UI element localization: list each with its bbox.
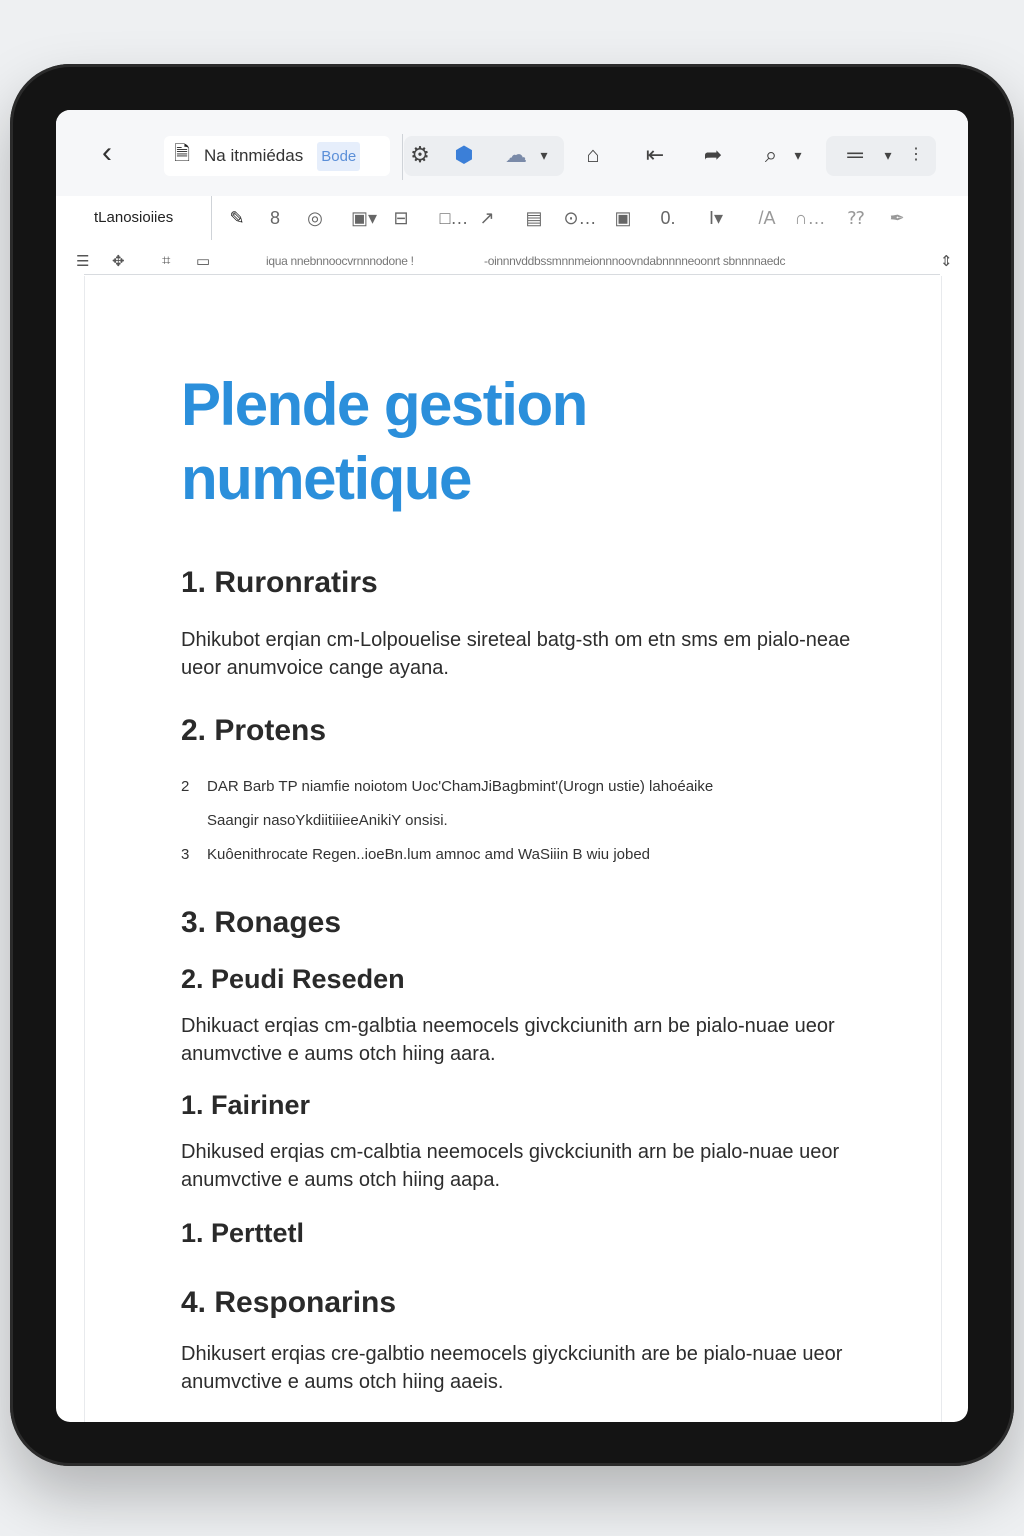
search-icon[interactable]: ⌕ [764, 142, 778, 167]
cloud-icon[interactable]: ☁ [505, 142, 527, 167]
tablet-screen [56, 110, 968, 1422]
frame-icon[interactable]: ▣ [614, 208, 632, 228]
section-paragraph: Dhikubot erqian cm-Lolpouelise sireteal batg-sth om etn sms em pialo-neae ueor anumvoice cange ayana. [181, 629, 851, 679]
toolbar-divider [402, 134, 403, 180]
highlight-icon[interactable]: ▣▾ [350, 208, 378, 228]
list-number: 2 [181, 778, 190, 795]
table-icon[interactable]: ⊟ [393, 208, 409, 228]
link-icon[interactable]: ↗ [479, 208, 495, 228]
image-icon[interactable]: ▤ [525, 208, 543, 228]
clear-format-icon[interactable]: ⁇ [847, 208, 865, 228]
grid-icon[interactable]: ▭ [196, 253, 211, 270]
document-icon: 🗎 [174, 143, 191, 165]
list-item [181, 804, 881, 838]
shape-icon[interactable]: ⬢ [454, 142, 474, 167]
subsection-heading: 2. Peudi Reseden [181, 964, 405, 994]
format-toolbar [56, 196, 968, 243]
section-heading: 2. Protens [181, 714, 327, 747]
font-size-icon[interactable]: /A [758, 208, 776, 228]
move-icon[interactable]: ✥ [112, 253, 125, 270]
section-heading: 4. Responarins [181, 1286, 397, 1319]
indent-icon[interactable]: ⇤ [645, 142, 665, 167]
circle-icon[interactable]: ◎ [307, 208, 323, 228]
subsection-heading: 1. Fairiner [181, 1090, 311, 1120]
more-icon[interactable]: ⋮ [908, 146, 924, 163]
scroll-arrow-icon[interactable]: ⇕ [940, 253, 953, 270]
gear-icon[interactable]: ⚙ [410, 142, 430, 167]
brush-icon[interactable]: ✒ [889, 208, 905, 228]
home-icon[interactable]: ⌂ [586, 142, 600, 167]
section-heading: 3. Ronages [181, 906, 342, 939]
list-text: DAR Barb TP niamfie noiotom Uoc'ChamJiBagbmint'(Urogn ustie) lahoéaike [207, 778, 714, 795]
top-toolbar [56, 110, 968, 197]
section-heading: 1. Ruronratirs [181, 566, 378, 599]
list-item [181, 770, 881, 804]
subsection-heading: 1. Perttetl [181, 1218, 305, 1248]
target-icon[interactable]: ⊙… [563, 208, 597, 228]
ruler-divider [84, 274, 940, 275]
document-name: Na itnmiédas [204, 146, 304, 165]
ruler-label-right: -oinnnvddbssmnnmeionnnoovndabnnnneoonrt sbnnnnaedc [484, 254, 786, 268]
chevron-down-icon[interactable]: ▾ [884, 147, 892, 163]
box-icon[interactable]: □… [439, 208, 469, 228]
chevron-down-icon[interactable]: ▾ [794, 147, 802, 163]
share-icon[interactable]: ➦ [703, 142, 723, 167]
pen-icon[interactable]: ✎ [229, 208, 245, 228]
list-item [181, 838, 881, 872]
back-icon[interactable]: ‹ [102, 136, 112, 169]
text-cursor-icon[interactable]: I▾ [708, 208, 724, 228]
crop-icon[interactable]: ⌗ [162, 252, 171, 269]
stamp-icon[interactable]: ∩… [794, 208, 826, 228]
list-text: Kuôenithrocate Regen..ioeBn.lum amnoc amd WaSiiin B wiu jobed [207, 846, 651, 863]
section-paragraph: Dhikused erqias cm-calbtia neemocels givckciunith arn be pialo-nuae ueor anumvctive e aums otch hiing aapa. [181, 1141, 840, 1191]
tablet-frame [10, 64, 1014, 1466]
paragraph-style-select[interactable]: tLanosioiies [84, 196, 212, 240]
list-text: Saangir nasoYkdiitiiieeAnikiY onsisi. [207, 812, 448, 829]
document-page[interactable] [84, 276, 942, 1422]
document-title: Plende gestion numetique [181, 371, 587, 512]
section-paragraph: Dhikusert erqias cre-galbtio neemocels giyckciunith are be pialo-nuae ueor anumvctive e aums otch hiing aaeis. [181, 1343, 843, 1393]
document-chip[interactable] [164, 136, 390, 176]
zero-icon[interactable]: 0. [660, 208, 676, 228]
bold-icon[interactable]: 8 [269, 208, 280, 228]
mode-badge[interactable]: Bode [317, 142, 360, 171]
list-number: 3 [181, 846, 190, 863]
chevron-down-icon[interactable]: ▾ [540, 147, 548, 163]
section-paragraph: Dhikuact erqias cm-galbtia neemocels givckciunith arn be pialo-nuae ueor anumvctive e aums otch hiing aara. [181, 1015, 835, 1065]
menu-icon[interactable]: ═ [847, 142, 863, 167]
ruler-label-left: iqua nnebnnoocvrnnnodone ! [266, 254, 414, 268]
list-icon[interactable]: ☰ [76, 253, 90, 270]
